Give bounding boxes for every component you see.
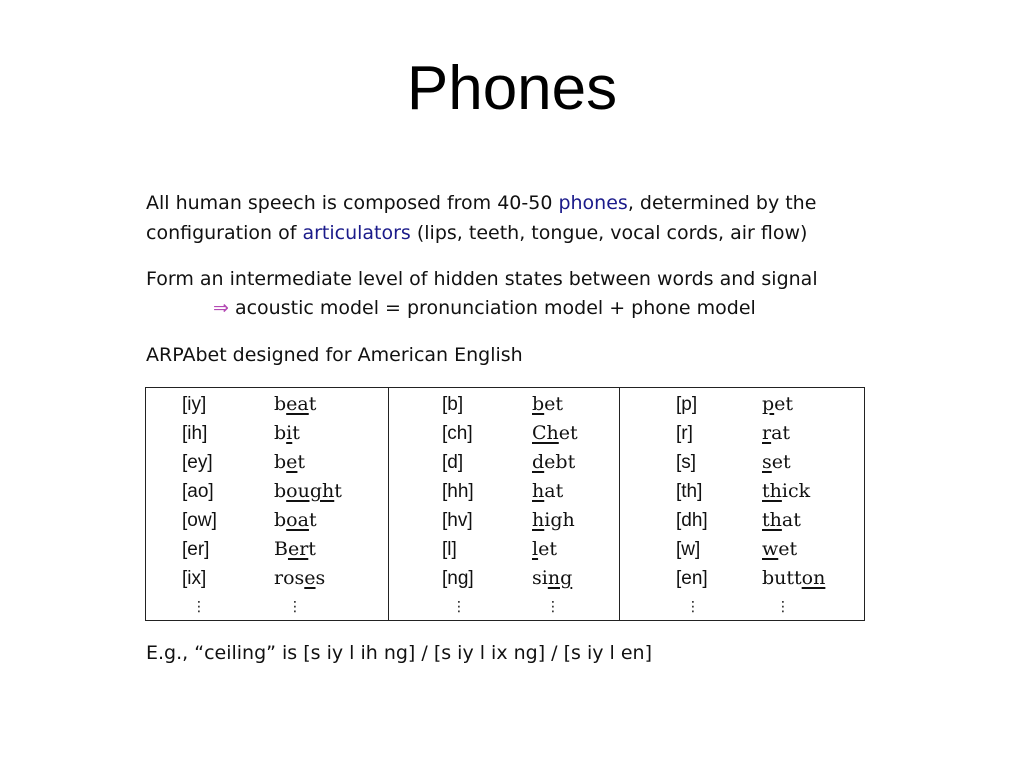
example-word-suffix: t <box>334 480 342 502</box>
vertical-ellipsis-icon: ⋮ <box>776 599 790 615</box>
example-word-phone-letters: h <box>532 480 545 502</box>
example-word <box>532 390 563 419</box>
table-row <box>620 448 863 477</box>
example-word-phone-letters: e <box>286 451 298 473</box>
phone-symbol: [l] <box>442 539 457 560</box>
table-column-consonants-2 <box>619 388 863 620</box>
example-word <box>532 535 557 564</box>
example-word-prefix: B <box>274 538 288 560</box>
example-word <box>274 477 342 506</box>
table-row <box>146 448 388 477</box>
table-row <box>620 506 863 535</box>
example-word <box>762 564 825 593</box>
example-word-prefix: butt <box>762 567 802 589</box>
example-word-phone-letters: er <box>287 538 309 560</box>
example-word <box>274 535 316 564</box>
example-word <box>762 390 793 419</box>
vertical-ellipsis-icon: ⋮ <box>546 599 560 615</box>
table-row <box>146 535 388 564</box>
phone-symbol: [er] <box>182 539 210 560</box>
table-row <box>620 419 863 448</box>
table-row <box>146 506 388 535</box>
phone-symbol: [b] <box>442 394 464 415</box>
example-word-phone-letters: l <box>532 538 539 560</box>
example-word <box>274 390 316 419</box>
example-word <box>762 419 790 448</box>
example-word-prefix: b <box>274 480 287 502</box>
example-word-suffix: igh <box>544 509 575 531</box>
continuation-row <box>620 593 863 622</box>
table-row <box>389 506 619 535</box>
phone-symbol: [th] <box>676 481 703 502</box>
vertical-ellipsis-icon: ⋮ <box>452 599 466 615</box>
example-word-prefix: b <box>274 422 287 444</box>
table-row <box>146 419 388 448</box>
example-word-phone-letters: Ch <box>532 422 559 444</box>
table-row <box>389 477 619 506</box>
example-word <box>762 477 810 506</box>
example-word-suffix: t <box>308 509 317 531</box>
example-word <box>532 448 575 477</box>
table-row <box>146 564 388 593</box>
example-word-prefix: ros <box>274 567 305 589</box>
example-word-prefix: b <box>274 393 287 415</box>
term-phones: phones <box>558 192 628 214</box>
example-word-suffix: ebt <box>544 451 576 473</box>
example-word <box>274 506 317 535</box>
example-word-suffix: at <box>544 480 564 502</box>
example-word-suffix: t <box>297 451 306 473</box>
implies-arrow-icon: ⇒ <box>213 297 229 319</box>
table-column-vowels <box>146 388 388 620</box>
phone-symbol: [ow] <box>182 510 217 531</box>
intro-line-1-text-b: , determined by the <box>627 192 817 214</box>
slide-title: Phones <box>406 54 618 123</box>
example-word-suffix: s <box>315 567 326 589</box>
example-word-suffix: at <box>781 509 801 531</box>
example-word-phone-letters: ea <box>286 393 309 415</box>
phone-symbol: [dh] <box>676 510 708 531</box>
example-word-suffix: at <box>771 422 791 444</box>
example-word <box>274 419 300 448</box>
example-word-phone-letters: r <box>762 422 772 444</box>
example-word-phone-letters: d <box>532 451 545 473</box>
table-row <box>620 390 863 419</box>
example-word-phone-letters: w <box>762 538 779 560</box>
vertical-ellipsis-icon: ⋮ <box>288 599 302 615</box>
intro-line-2 <box>146 221 807 245</box>
vertical-ellipsis-icon: ⋮ <box>192 599 206 615</box>
example-word-suffix: t <box>308 538 316 560</box>
intro-line-2-text-b: (lips, teeth, tongue, vocal cords, air flow) <box>410 222 808 244</box>
example-word-suffix: et <box>538 538 557 560</box>
example-word-prefix: si <box>532 567 548 589</box>
example-word-prefix: b <box>274 509 287 531</box>
phone-symbol: [ix] <box>182 568 207 589</box>
term-articulators: articulators <box>302 222 411 244</box>
acoustic-model-line <box>213 296 756 320</box>
table-row <box>620 564 863 593</box>
example-word-phone-letters: ough <box>286 480 335 502</box>
intro-line-1 <box>146 191 816 215</box>
phone-symbol: [ao] <box>182 481 214 502</box>
example-word-suffix: et <box>778 538 798 560</box>
example-word-phone-letters: ng <box>547 567 573 589</box>
example-word-phone-letters: i <box>286 422 293 444</box>
table-row <box>389 390 619 419</box>
phone-symbol: [ng] <box>442 568 474 589</box>
intro-line-2-text-a: configuration of <box>146 222 303 244</box>
example-word <box>532 419 578 448</box>
example-word-suffix: et <box>771 451 791 473</box>
example-word <box>532 477 563 506</box>
example-word <box>274 564 325 593</box>
table-row <box>146 477 388 506</box>
table-row <box>620 477 863 506</box>
phone-symbol: [ch] <box>442 423 473 444</box>
example-word-phone-letters: th <box>762 480 782 502</box>
phone-symbol: [iy] <box>182 394 207 415</box>
phone-symbol: [w] <box>676 539 701 560</box>
example-word <box>762 448 791 477</box>
arpabet-table <box>145 387 865 621</box>
phone-symbol: [ih] <box>182 423 208 444</box>
continuation-row <box>389 593 619 622</box>
phone-symbol: [d] <box>442 452 464 473</box>
phone-symbol: [ey] <box>182 452 213 473</box>
example-word <box>274 448 305 477</box>
example-word-suffix: et <box>558 422 578 444</box>
phone-symbol: [p] <box>676 394 698 415</box>
example-word-suffix: et <box>774 393 794 415</box>
example-word-phone-letters: oa <box>286 509 309 531</box>
example-word-phone-letters: on <box>801 567 826 589</box>
table-row <box>389 564 619 593</box>
example-word-phone-letters: h <box>532 509 545 531</box>
example-word-suffix: ick <box>781 480 811 502</box>
intro-line-1-text-a: All human speech is composed from 40-50 <box>146 192 559 214</box>
table-row <box>389 448 619 477</box>
phone-symbol: [s] <box>676 452 697 473</box>
example-word-phone-letters: th <box>762 509 782 531</box>
example-word-phone-letters: s <box>762 451 772 473</box>
example-word-suffix: et <box>544 393 564 415</box>
acoustic-model-text: acoustic model = pronunciation model + phone model <box>228 297 756 319</box>
example-word-phone-letters: b <box>532 393 545 415</box>
phone-symbol: [en] <box>676 568 708 589</box>
example-word-suffix: t <box>292 422 300 444</box>
table-row <box>146 390 388 419</box>
phone-symbol: [r] <box>676 423 693 444</box>
table-row <box>389 419 619 448</box>
example-word-phone-letters: e <box>304 567 316 589</box>
table-row <box>389 535 619 564</box>
table-row <box>620 535 863 564</box>
table-column-consonants-1 <box>388 388 619 620</box>
example-word-prefix: b <box>274 451 287 473</box>
example-line: E.g., “ceiling” is [s iy l ih ng] / [s iy l ix ng] / [s iy l en] <box>146 642 652 664</box>
example-word <box>762 535 797 564</box>
phone-symbol: [hv] <box>442 510 473 531</box>
example-word <box>532 564 572 593</box>
example-word-suffix: t <box>308 393 317 415</box>
hidden-states-line: Form an intermediate level of hidden states between words and signal <box>146 268 818 290</box>
example-word-phone-letters: p <box>762 393 775 415</box>
continuation-row <box>146 593 388 622</box>
example-word <box>762 506 801 535</box>
example-word <box>532 506 575 535</box>
phone-symbol: [hh] <box>442 481 474 502</box>
arpabet-heading: ARPAbet designed for American English <box>146 344 523 366</box>
vertical-ellipsis-icon: ⋮ <box>686 599 700 615</box>
